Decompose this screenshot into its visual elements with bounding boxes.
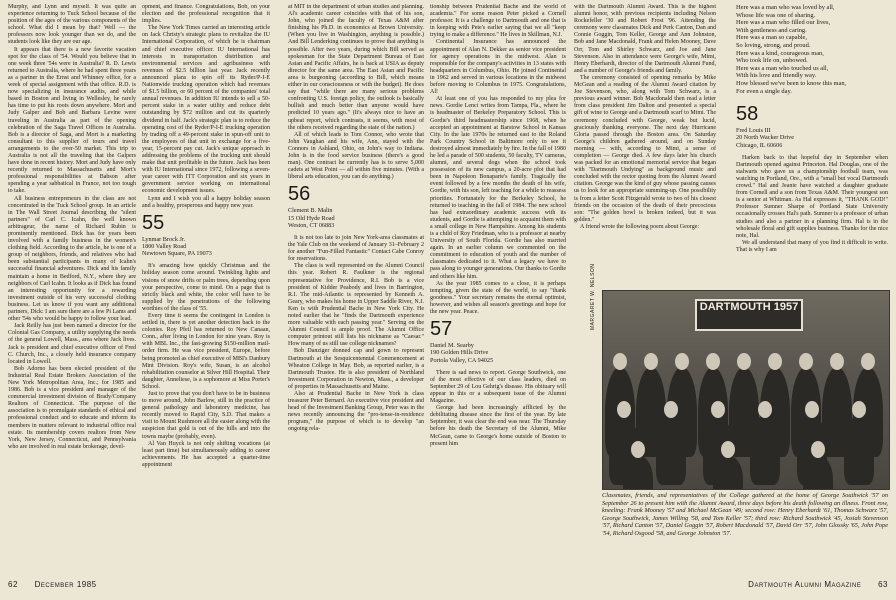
poem-line: Whose life was one of sharing. <box>736 11 816 19</box>
group-photo <box>602 290 890 490</box>
class-58-secretary-address <box>736 127 888 149</box>
poem-line: Here was a man who filled our lives, <box>736 19 831 27</box>
class-57-number: 57 <box>430 318 453 341</box>
person-face <box>799 353 813 370</box>
person-silhouette <box>750 415 780 485</box>
person-silhouette <box>713 455 743 490</box>
paragraph: There is sad news to report. George Southwick, one of the most effective of our class leaders, died on September 29 of Lou Gehrig's disease. His obituary will appear in this or a subsequent issue of the Alumni Magazine. <box>430 369 566 405</box>
paragraph: Lynn and I wish you all a happy holiday season and a healthy, prosperous and happy new year. <box>142 195 270 209</box>
class-58-notes <box>736 155 888 254</box>
memorial-poem <box>736 4 888 95</box>
paragraph: opment, and finance. Congratulations, Bob, on your election and the professional recognition that it implies. <box>142 4 270 25</box>
paragraph: at MIT in the department of urban studies and planning. Al's academic career coincides with that of his son, John, who joined the faculty of Texas A&M after finishing his Ph.D. in economics at Brown University. (When you live in Washington, anything is possible.) And Bill Lenderking continues to prove that anything is possible. After two years, during which Bill served as spokesman for the State Department Bureau of East Asian and Pacific Affairs, he is back at USIA as deputy director for the same area. The East Asian and Pacific area is burgeoning (according to Bill, which means either in our consciousness or with the budget). He does say that "while there are many serious problems confronting U.S. foreign policy, the outlook is basically bullish and much better than anyone would have predicted 10 years ago." (It's always nice to have an upbeat report, which contrasts, it seems, with most of the others received regarding the state of the nation.) <box>288 4 424 131</box>
photo-credit: MARGARET W. NELSON <box>590 263 596 330</box>
address-line: Clement B. Malin <box>288 207 333 215</box>
paragraph: It is not too late to join New York-area classmates at the Yale Club on the weekend of January 31–February 2 for another "Fun-Filled Fantastic" Contact Cabe Conroy for reservations. <box>288 234 424 263</box>
poem-line: Here was a man who touched us all, <box>736 64 829 72</box>
poem-line: With his love and friendly way. <box>736 72 817 80</box>
paragraph: Jack Reilly has just been named a director for the Colonial Gas Company, a utility supplying the needs of the general Lowell, Mass., area where Jack lives. Jack is president and chief executive officer of Fred C. Church, Inc., a closely held insurance company located in Lowell. <box>8 323 136 365</box>
paragraph: All business entrepreneurs in the class are not concentrated in the Tuck School group. In an article in The Wall Street Journal describing the "silent partners" of Carl C. Icahn, the well known arbitrageur, the name of Richard Rubin is prominently mentioned. Dick has for years been involved with a family business in the women's clothing field. According to the article, he is one of a group of neighbors, friends, and relatives who had been substantial participants in many of Icahn's successful financial adventures. Dick and his family maintain a home in Bedford, N.Y., where they are neighbors of Carl Icahn. It looks as if Dick has found an interesting opportunity for a rewarding investment outside of his very successful clothing business. Let us know if you want any additional partners, Dick: I am sure there are a few Pi Lams and other '54s who would be happy to follow your lead. <box>8 195 136 323</box>
paragraph: The New York Times carried an interesting article on Jack Christy's strategic plans to revitalize the IU International Corporation, of which he is chairman and chief executive officer. IU International has interests in transportation distribution and environmental services and agribusiness with revenues of $2.5 billion last year. Jack recently announced plans to spin off its Ryder/P-I-E Nationwide trucking operation which had revenues of $1.5 billion, or 60 percent of the companies' total annual revenues. In addition IU intends to sell a 50-percent stake in a water utility and reduce debt outstanding by $72 million and cut its quarterly dividend in half. Jack's strategic plan is to reduce the operating cost of the Ryder/P-I-E trucking operation by trading off a 49-percent stake in spun-off unit to the employees of that unit in exchange for a five-year, 15-percent pay cut. Jack's unique approach in addressing the problems of the trucking unit should make that unit profitable in the future. Jack has been with IU International since 1972, following a seven-year career with ITT Corporation and six years in government service working on international economic development issues. <box>142 25 270 195</box>
column-4 <box>430 4 566 574</box>
person-face <box>617 401 631 418</box>
column-3 <box>288 4 424 574</box>
person-silhouette <box>656 415 686 485</box>
class-55-number: 55 <box>142 211 165 234</box>
magazine-title: Dartmouth Alumni Magazine <box>748 580 862 589</box>
person-face <box>675 353 689 370</box>
address-line: Fred Louis III <box>736 127 771 135</box>
person-silhouette <box>844 415 874 485</box>
address-line: 1800 Valley Road <box>142 242 187 250</box>
paragraph: with the Dartmouth Alumni Award. This is the highest alumni honor, with previous recipients including Nelson Rockefeller '30 and Robert Frost '96. Attending the ceremony were classmates Dick and Perk Canton, Dan and Connie Goggin, Tom Keller, George and Ann Johnston, Bob and Jane Macdonald, Frank and Helen Mooney, Dave Orr, Tom and Shirley Schwarz, and Joe and Jane Stevenson. Also in attendance were George's wife, Mimi, Henry Eberhardt, director of the Dartmouth Alumni Fund, and a number of George's friends and family. <box>574 4 716 74</box>
poem-line: Here was a man so capable, <box>736 34 807 42</box>
paragraph: We all understand that many of you find it difficult to write. That is why I am <box>736 239 888 253</box>
photo-caption: Classmates, friends, and representatives of the College gathered at the home of George Southwick '57 on September 26 to present him with the Alumni Award, three days before his death following an illness. Front row, kneeling: Frank Mooney '57 and Michael McGean '49; second row: Henry Eberhardt '61, Thomas Schwarz '57, George Southwick, James Willing '58, and Tom Keller '57; third row: Richard Southwick '45, Josiah Stevenson '57, Richard Canton '57, Daniel Goggin '57, Robert Macdonald '57, David Orr '57, John Glossky '65, John Pope '54, Richard Osgood '58, and George Johnston '57. <box>602 492 888 537</box>
address-line: 20 North Wacker Drive <box>736 134 794 142</box>
column-2 <box>142 4 270 574</box>
paragraph: Harken back to that hopeful day in September when Dartmouth opened against Princeton. Hal Douglas, one of the stalwarts who gave us a championship football team, was watching in Portland, Ore., with a "small but vocal Dartmouth crowd." Hal and Jeanie have watched a daughter graduate from Cornell and a son from Texas A&M. Their youngest son is a senior at Whitman. As Hal expresses it, "THANK GOD!" Professor Sumner Sharpe of Portland State University occasionally crosses Hal's path. Sumner is a professor of urban studies and also a partner in a planning firm. Hal is in the wholesale floral and gift supplies business. Thanks for the nice note, Hal. <box>736 154 888 239</box>
class-57-secretary-address <box>430 342 566 364</box>
dartmouth-1957-banner: DARTMOUTH 1957 <box>695 299 803 331</box>
address-line: Weston, CT 06883 <box>288 221 335 229</box>
column-6 <box>736 4 888 288</box>
class-58-number: 58 <box>736 103 759 126</box>
poem-line: How blessed we've been to know this man, <box>736 79 847 87</box>
paragraph: The class is well represented on the Alumni Council this year. Robert R. Faulkner is the regional representative for Providence, R.I. Bob is a vice president of Kidder Peabody and lives in Barrington, R.I. The mid-Atlantic is represented by Kenneth A. Geary, who makes his home in Upper Saddle River, N.J. Ken is with Prudential Bache in New York City. He noted earlier that he "finds the Dartmouth experience more valuable with each passing year." Serving on the Alumni Council is ample proof. The Alumni Office computer printout still lists his nickname as "Caesar." How many of us still use college nicknames? <box>288 263 424 348</box>
footer-right <box>748 580 888 589</box>
poem-line: For even a single day. <box>736 87 792 95</box>
class-54-notes-column <box>8 4 136 574</box>
class-56-notes-continued <box>430 4 566 316</box>
paragraph: Al Van Huyck is not only shifting vocations (at least part time) but simultaneously adding to career achievements. He has accepted a quarter-time appointment <box>142 440 270 468</box>
person-face <box>758 401 772 418</box>
class-56-notes <box>288 235 424 434</box>
class-55-notes-continued <box>288 4 424 181</box>
paragraph: Bob Adorno has been elected president of the Industrial Real Estate Brokers Association of the New York Metropolitan Area, Inc.; for 1985 and 1986. Bob is a vice president and manager of the commercial investment division of Brady/Company Realtors of Connecticut. The purpose of the association is to promulgate standards of ethical and professional conduct and to educate and inform its members in matters relevant to industrial office real estate. Its membership covers realtors from New York, New Jersey, Connecticut, and Pennsylvania who are involved in real estate brokerage, devel- <box>8 365 136 450</box>
person-face <box>613 353 627 370</box>
poem-line: Here was a man who was loved by all, <box>736 4 835 11</box>
address-line: 15 Old Hyde Road <box>288 214 335 222</box>
person-face <box>811 441 825 458</box>
person-face <box>664 401 678 418</box>
paragraph: Murphy, and Lynn and myself. It was quite an experience returning to Tuck School because of the position of the ages of the various components of the school. What did I mean by that? Well — the professors now look younger than we do, and the students look like they are our age. <box>8 4 136 46</box>
person-face <box>631 441 645 458</box>
class-56-number: 56 <box>288 183 311 206</box>
paragraph: Just to prove that you don't have to be in business to move around, John Barlow, still in the practice of general pathology and laboratory medicine, has recently moved to Rapid City, S.D. That makes a visit to Mount Rushmore all the easier along with the suspicion that gold is out of the hills and into the towns maybe (probably, even). <box>142 391 270 440</box>
paragraph: Continental Insurance has announced the appointment of Alan N. Dekker as senior vice president for agency operations in the midwest. Alan is responsible for the company's activities in 13 states with headquarters in Columbus, Ohio. He joined Continental in 1962 and served in various locations in the midwest before moving to Columbus in 1975. Congratulations, Al! <box>430 39 566 96</box>
paragraph: tionship between Prudential Bache and the world of academia." For some reason Peter picked a Cornell professor. It is a challenge to Dartmouth and one that is in keeping with Pete's earlier saying that we all "keep trying to make a difference." He lives in Skillman, N.J. <box>430 4 566 39</box>
class-56-secretary-address <box>288 207 424 229</box>
paragraph: George had been increasingly afflicted by the debilitating disease since the first of the year. By late September, it was clear the end was near. The Thursday before his death the Secretary of the Alumni, Mike McGean, came to George's home outside of Boston to present him <box>430 405 566 447</box>
class-57-notes <box>430 370 566 448</box>
paragraph: It's amazing how quickly Christmas and the holiday season come around. Twinkling lights and visions of snow drifts or palm trees, depending upon your perspective, come to mind. On a page that is strictly black and white, the color will have to be supplied by the penetrations of the following worthies of the class of '55. <box>142 263 270 312</box>
poem-line: So loving, strong, and proud. <box>736 41 811 49</box>
person-face <box>644 353 658 370</box>
address-line: Daniel M. Searby <box>430 342 474 350</box>
address-line: Chicago, IL 60606 <box>736 141 783 149</box>
paragraph: Also at Prudential Bache in New York is class treasurer Peter Bernard. An executive vice president and head of the Investment Banking Group, Peter was in the news recently announcing the "pro-tense-in-residence program," the purpose of which is to develop "an ongoing rela- <box>288 391 424 433</box>
person-face <box>768 353 782 370</box>
paragraph: A friend wrote the following poem about George: <box>580 223 700 230</box>
person-face <box>721 441 735 458</box>
person-silhouette <box>623 455 653 490</box>
footer-left <box>8 580 97 589</box>
issue-date: December 1985 <box>34 580 97 589</box>
poem-line: Here was a kind, courageous man, <box>736 49 824 57</box>
poem-line: Who took life on, unbowed. <box>736 57 808 65</box>
address-line: Newtown Square, PA 19073 <box>142 250 212 258</box>
class-54-notes-continued <box>142 4 270 210</box>
person-face <box>852 401 866 418</box>
class-55-notes <box>142 263 270 469</box>
paragraph: The ceremony consisted of opening remarks by Mike McGean and a reading of the Alumni Award citation by Joe Stevenson, who, along with Tom Schwarz, is a previous award winner. Bob Macdonald then read a letter from class president Jim Dalton and presented a special gift of wine to George and a Dartmouth scarf to Mimi. The ceremony concluded with George, weak but lucid, graciously thanking everyone. The next day Hurricane Gloria passed through the Boston area. On Saturday George's children gathered around, and on Sunday morning — with, according to Mimi, a sense of completion — George died. A few days later his church was packed for an emotional memorial service that began with "Dartmouth Undying" as background music and concluded with the rector quoting from the Alumni Award citation. George was the kind of guy whose passing causes us to look for an appropriate summing-up. One possibility is from a letter Scott Fitzgerald wrote to two of his closest friends on the occasion of the death of their precocious son: "The golden bowl is broken indeed, but it was golden." <box>574 74 716 223</box>
poem-line: With gentleness and caring. <box>736 26 807 34</box>
person-face <box>706 353 720 370</box>
class-55-secretary-address <box>142 236 270 258</box>
person-face <box>861 353 875 370</box>
paragraph: Bob Danziger donned cap and gown to represent Dartmouth at the Sesquicentennial Commencement at Wheaton College in May. Bob, as reported earlier, is a Dartmouth Trustee. He is also president of Northland Investment Corporation in Newton, Mass., a developer of properties in Massachusetts and Maine. <box>288 348 424 390</box>
address-line: Lynmar Brock Jr. <box>142 235 186 243</box>
page-number-left: 62 <box>8 580 18 589</box>
address-line: Portola Valley, CA 94025 <box>430 356 494 364</box>
person-face <box>830 353 844 370</box>
page-number-right: 63 <box>878 580 888 589</box>
person-face <box>711 401 725 418</box>
paragraph: As the year 1985 comes to a close, it is perhaps tempting, given the state of the world, to say "thank goodness." Your secretary remains the eternal optimist, however, and wishes all season's greetings and hope for the new year. Peace. <box>430 280 566 316</box>
person-face <box>737 353 751 370</box>
paragraph: It appears that there is a new favorite vacation spot for the class of '54. Would you believe that in one week three '54s were in Australia? R. D. Lewis returned to Australia, where he had spent three years as a partner in the Ernst and Whinney office, for a week of special assignment with that office. R.D. is now specializing in insurance audits, and while based in Boston and living in Wellesley, he rarely has time to put his roots down anywhere. Mort and Judy Galper and Bob and Barbara Levine were traveling in Australia as part of the opening celebration of the Saga Travel Offices in Australia. Bob is a director of Saga, and Mort is a marketing consultant to this supplier of tours and travel arrangements to the over-50 market. This trip to Australia is not all the traveling that the Galpers have done in recent history. Mort and Judy have only recently returned to Massachusetts and Mort's professional responsibilities at Babson after spending a year sabbatical in France, not too tough to take. <box>8 46 136 195</box>
address-line: 190 Golden Hills Drive <box>430 349 489 357</box>
paragraph: Every time it seems the contingent in London is settled in, there is yet another detection back to the colonies. Roy Pfeil has returned to New Canaan, Conn., after living in London for nine years. Roy is with MBL Inc., the fast-growing $150-million mail-order firm. He was vice president, Europe, before being promoted as chief executive of MBI's Danbury Mint Division. Roy's wife, Susan, is an alcohol rehabilitation counselor at Silver Hill Hospital. Their daughter, Anneliese, is a sophomore at Miss Porter's School. <box>142 312 270 390</box>
person-silhouette <box>803 455 833 490</box>
class-57-notes-continued <box>574 4 716 231</box>
paragraph: All of which leads to Tom Connor, who wrote that John Vaughan and his wife, Ann, stayed with the Connors in Ashland, Ohio, on John's way to Indiana. John is in the food service business (there's a good man). One contract he currently has is to serve 5,000 cadets at West Point — all within five minutes. (With a liberal arts education, you can do anything.) <box>288 131 424 181</box>
person-face <box>805 401 819 418</box>
paragraph: At least one of you has responded to my plea for news. Gordie Lenci writes from Tampa, Fla., where he is headmaster of Berkeley Preparatory School. This is Gordie's third headmastership since 1968, when he accepted an appointment at Barstow School in Kansas City. In the late 1970s he returned east to the Roland Park Country School in Baltimore only to see it destroyed almost immediately by fire. In the fall of 1980 he led a parade of 500 students, 50 faculty, TV cameras, alumni, and several dogs when the school took possession of its new campus, a 20-acre plot that had been in Napoleon Bonaparte's family. Tragically the event followed by a few months the death of his wife, Gordie, with his son, left teaching for a while to reassess priorities. Fortunately for the Berkeley School, he returned to teaching in the fall of 1984. The new school has had extraordinary academic success with its students, and Gordie is attempting to acquaint them with a small college in New Hampshire. Among his students is a child of Roy Friedman, who is a professor at nearby University of South Florida. Gordie has also married again. In an earlier column we commented on the commitment to education of youth and the number of classmates dedicated to it. What a legacy we have to pass along to younger generations. Our thanks to Gordie and others like him. <box>430 96 566 280</box>
column-5 <box>574 4 716 288</box>
